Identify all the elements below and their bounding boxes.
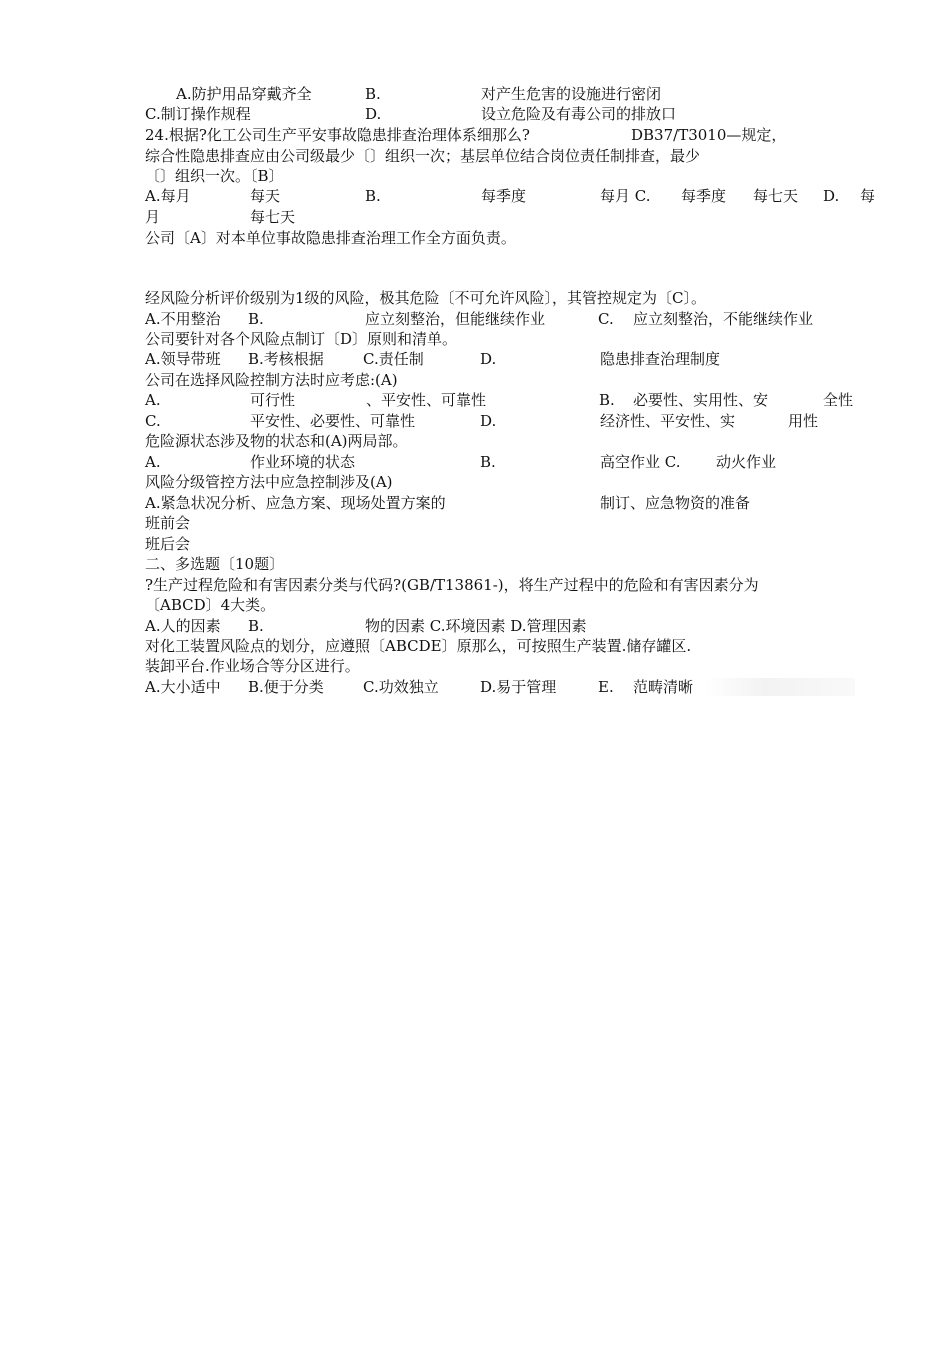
question-text: 经风险分析评价级别为1级的风险，极其危险〔不可允许风险〕，其管控规定为〔C〕。 bbox=[145, 289, 707, 307]
option-text: 、平安性、可靠性 bbox=[366, 391, 487, 409]
question-text: DB37/T3010—规定， bbox=[631, 126, 787, 144]
option-label: A. bbox=[145, 453, 161, 471]
option-label: E. bbox=[598, 678, 614, 696]
option-text: 用性 bbox=[788, 412, 819, 430]
option-text: 每七天 bbox=[250, 208, 296, 226]
option-line: A.不用整治 bbox=[145, 310, 221, 328]
section-heading: 二、多选题〔10题〕 bbox=[145, 555, 285, 573]
option-line: A.每月 bbox=[145, 187, 191, 205]
option-text: 每天 bbox=[250, 187, 281, 205]
option-text: 物的因素 C.环境因素 D.管理因素 bbox=[365, 617, 587, 635]
option-label: B. bbox=[480, 453, 496, 471]
option-text: 班后会 bbox=[145, 535, 191, 553]
option-text: 制订、应急物资的准备 bbox=[600, 494, 751, 512]
option-line: A.紧急状况分析、应急方案、现场处置方案的 bbox=[145, 494, 446, 512]
question-text: ?生产过程危险和有害因素分类与代码?(GB/T13861-)，将生产过程中的危险和有害因素分为 bbox=[145, 576, 759, 594]
option-label: D. bbox=[365, 105, 382, 123]
question-text: 对化工装置风险点的划分，应遵照〔ABCDE〕原那么，可按照生产装置.储存罐区. bbox=[145, 637, 692, 655]
option-text: 隐患排查治理制度 bbox=[600, 350, 721, 368]
option-text: B.考核根据 bbox=[248, 350, 324, 368]
question-text: 危险源状态涉及物的状态和(A)两局部。 bbox=[145, 432, 408, 450]
option-text: 班前会 bbox=[145, 514, 191, 532]
option-text: B.便于分类 bbox=[248, 678, 324, 696]
question-text: 24.根据?化工公司生产平安事故隐患排查治理体系细那么? bbox=[145, 126, 530, 144]
option-text: 每季度 bbox=[681, 187, 727, 205]
option-line: A.大小适中 bbox=[145, 678, 221, 696]
option-line: A.防护用品穿戴齐全 bbox=[176, 85, 312, 103]
option-label: D. bbox=[480, 350, 497, 368]
question-text: 〔〕组织一次。〔B〕 bbox=[145, 167, 284, 185]
option-text: D.易于管理 bbox=[480, 678, 557, 696]
option-label: B. bbox=[365, 187, 381, 205]
question-text: 装卸平台.作业场合等分区进行。 bbox=[145, 657, 360, 675]
option-text: 每七天 bbox=[753, 187, 799, 205]
option-text: 范畴清晰 bbox=[633, 678, 694, 696]
option-text: C.责任制 bbox=[363, 350, 424, 368]
option-label: B. bbox=[365, 85, 381, 103]
option-line: C.制订操作规程 bbox=[145, 105, 251, 123]
option-text: 全性 bbox=[823, 391, 854, 409]
option-text: 可行性 bbox=[250, 391, 296, 409]
option-text: 动火作业 bbox=[716, 453, 777, 471]
option-label: B. bbox=[248, 617, 264, 635]
option-line: A.人的因素 bbox=[145, 617, 221, 635]
option-label: B. bbox=[248, 310, 264, 328]
option-text: 高空作业 C. bbox=[600, 453, 681, 471]
option-line: A.领导带班 bbox=[145, 350, 221, 368]
option-text: 应立刻整治，不能继续作业 bbox=[633, 310, 814, 328]
option-text: 每月 C. bbox=[600, 187, 651, 205]
question-text: 风险分级管控方法中应急控制涉及(A) bbox=[145, 473, 393, 491]
option-text: 应立刻整治，但能继续作业 bbox=[365, 310, 546, 328]
question-text: 公司〔A〕对本单位事故隐患排查治理工作全方面负责。 bbox=[145, 229, 516, 247]
question-text: 公司在选择风险控制方法时应考虑:(A) bbox=[145, 371, 398, 389]
option-text: 经济性、平安性、实 bbox=[600, 412, 736, 430]
question-text: 〔ABCD〕4大类。 bbox=[145, 596, 276, 614]
option-text: 设立危险及有毒公司的排放口 bbox=[481, 105, 677, 123]
option-text: 平安性、必要性、可靠性 bbox=[250, 412, 416, 430]
option-label: A. bbox=[145, 391, 161, 409]
option-text: 月 bbox=[145, 208, 161, 226]
scan-artifact bbox=[705, 678, 855, 696]
option-label: C. bbox=[598, 310, 614, 328]
option-text: 每季度 bbox=[481, 187, 527, 205]
option-text: 作业环境的状态 bbox=[250, 453, 356, 471]
question-text: 公司要针对各个风险点制订〔D〕原则和清单。 bbox=[145, 330, 458, 348]
option-label: D. bbox=[823, 187, 840, 205]
question-text: 综合性隐患排查应由公司级最少〔〕组织一次；基层单位结合岗位责任制排查，最少 bbox=[145, 147, 701, 165]
option-label: B. bbox=[599, 391, 615, 409]
option-label: C. bbox=[145, 412, 161, 430]
option-text: 对产生危害的设施进行密闭 bbox=[481, 85, 662, 103]
option-text: 必要性、实用性、安 bbox=[633, 391, 769, 409]
option-label: D. bbox=[480, 412, 497, 430]
option-text: C.功效独立 bbox=[363, 678, 439, 696]
option-text: 每 bbox=[860, 187, 876, 205]
